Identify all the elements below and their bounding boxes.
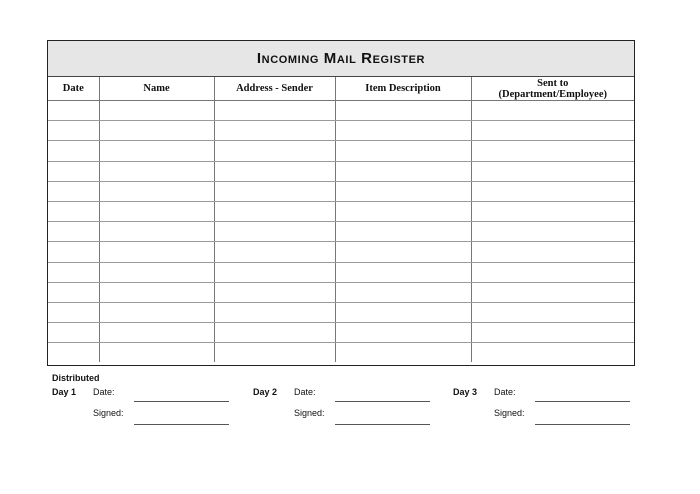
cell-date[interactable] — [48, 302, 99, 322]
cell-address-sender[interactable] — [214, 302, 335, 322]
cell-name[interactable] — [99, 121, 214, 141]
cell-date[interactable] — [48, 262, 99, 282]
register-table — [48, 77, 634, 362]
cell-name[interactable] — [99, 101, 214, 121]
column-header-sent-to — [471, 77, 634, 101]
cell-name[interactable] — [99, 242, 214, 262]
day-3-date-label: Date: — [494, 387, 516, 397]
table-row — [48, 242, 634, 262]
day-2-signed-label: Signed: — [294, 408, 325, 418]
cell-sent-to[interactable] — [471, 242, 634, 262]
cell-name[interactable] — [99, 262, 214, 282]
cell-name[interactable] — [99, 222, 214, 242]
department-employee-label: (Department/Employee) — [498, 88, 607, 100]
cell-name[interactable] — [99, 181, 214, 201]
cell-address-sender[interactable] — [214, 222, 335, 242]
register-body — [48, 101, 634, 363]
cell-item-description[interactable] — [335, 302, 471, 322]
cell-sent-to[interactable] — [471, 201, 634, 221]
table-row — [48, 343, 634, 363]
cell-date[interactable] — [48, 121, 99, 141]
cell-item-description[interactable] — [335, 343, 471, 363]
table-row — [48, 222, 634, 242]
day-2-label: Day 2 — [253, 387, 278, 397]
cell-address-sender[interactable] — [214, 242, 335, 262]
cell-item-description[interactable] — [335, 181, 471, 201]
cell-item-description[interactable] — [335, 121, 471, 141]
table-row — [48, 323, 634, 343]
cell-sent-to[interactable] — [471, 343, 634, 363]
cell-item-description[interactable] — [335, 262, 471, 282]
cell-name[interactable] — [99, 141, 214, 161]
table-row — [48, 161, 634, 181]
cell-item-description[interactable] — [335, 222, 471, 242]
cell-date[interactable] — [48, 201, 99, 221]
cell-name[interactable] — [99, 343, 214, 363]
day-3-signed-line[interactable] — [535, 424, 630, 425]
mail-register-form — [47, 40, 635, 366]
cell-item-description[interactable] — [335, 323, 471, 343]
cell-date[interactable] — [48, 343, 99, 363]
table-row — [48, 121, 634, 141]
cell-name[interactable] — [99, 302, 214, 322]
day-3-date-line[interactable] — [535, 401, 630, 402]
day-3-signed-label: Signed: — [494, 408, 525, 418]
cell-name[interactable] — [99, 282, 214, 302]
cell-date[interactable] — [48, 282, 99, 302]
header-row — [48, 77, 634, 101]
day-1-label: Day 1 — [52, 387, 77, 397]
table-row — [48, 101, 634, 121]
column-header-name: Name — [99, 77, 214, 101]
cell-item-description[interactable] — [335, 242, 471, 262]
cell-address-sender[interactable] — [214, 161, 335, 181]
cell-sent-to[interactable] — [471, 222, 634, 242]
form-title: Incoming Mail Register — [48, 41, 634, 77]
day-1-date-line[interactable] — [134, 401, 229, 402]
cell-address-sender[interactable] — [214, 201, 335, 221]
cell-address-sender[interactable] — [214, 282, 335, 302]
cell-name[interactable] — [99, 201, 214, 221]
day-1-date-label: Date: — [93, 387, 115, 397]
distributed-heading: Distributed — [52, 373, 100, 383]
cell-date[interactable] — [48, 222, 99, 242]
cell-sent-to[interactable] — [471, 141, 634, 161]
cell-item-description[interactable] — [335, 141, 471, 161]
column-header-address-sender: Address - Sender — [214, 77, 335, 101]
cell-address-sender[interactable] — [214, 141, 335, 161]
table-row — [48, 302, 634, 322]
cell-name[interactable] — [99, 323, 214, 343]
cell-address-sender[interactable] — [214, 101, 335, 121]
day-1-signed-label: Signed: — [93, 408, 124, 418]
cell-sent-to[interactable] — [471, 323, 634, 343]
cell-item-description[interactable] — [335, 161, 471, 181]
cell-sent-to[interactable] — [471, 121, 634, 141]
cell-date[interactable] — [48, 101, 99, 121]
cell-address-sender[interactable] — [214, 262, 335, 282]
day-2-date-label: Date: — [294, 387, 316, 397]
cell-sent-to[interactable] — [471, 302, 634, 322]
cell-item-description[interactable] — [335, 101, 471, 121]
cell-sent-to[interactable] — [471, 181, 634, 201]
column-header-date: Date — [48, 77, 99, 101]
cell-sent-to[interactable] — [471, 101, 634, 121]
sent-to-label: Sent to — [537, 77, 569, 89]
cell-sent-to[interactable] — [471, 161, 634, 181]
day-3-label: Day 3 — [453, 387, 478, 397]
cell-item-description[interactable] — [335, 201, 471, 221]
day-2-signed-line[interactable] — [335, 424, 430, 425]
cell-date[interactable] — [48, 181, 99, 201]
cell-date[interactable] — [48, 323, 99, 343]
table-row — [48, 141, 634, 161]
table-row — [48, 201, 634, 221]
table-row — [48, 262, 634, 282]
column-header-item-description: Item Description — [335, 77, 471, 101]
day-1-signed-line[interactable] — [134, 424, 229, 425]
cell-name[interactable] — [99, 161, 214, 181]
table-row — [48, 181, 634, 201]
cell-item-description[interactable] — [335, 282, 471, 302]
cell-address-sender[interactable] — [214, 121, 335, 141]
cell-sent-to[interactable] — [471, 282, 634, 302]
cell-date[interactable] — [48, 161, 99, 181]
day-2-date-line[interactable] — [335, 401, 430, 402]
cell-address-sender[interactable] — [214, 343, 335, 363]
table-row — [48, 282, 634, 302]
cell-date[interactable] — [48, 141, 99, 161]
cell-address-sender[interactable] — [214, 181, 335, 201]
cell-address-sender[interactable] — [214, 323, 335, 343]
cell-sent-to[interactable] — [471, 262, 634, 282]
cell-date[interactable] — [48, 242, 99, 262]
